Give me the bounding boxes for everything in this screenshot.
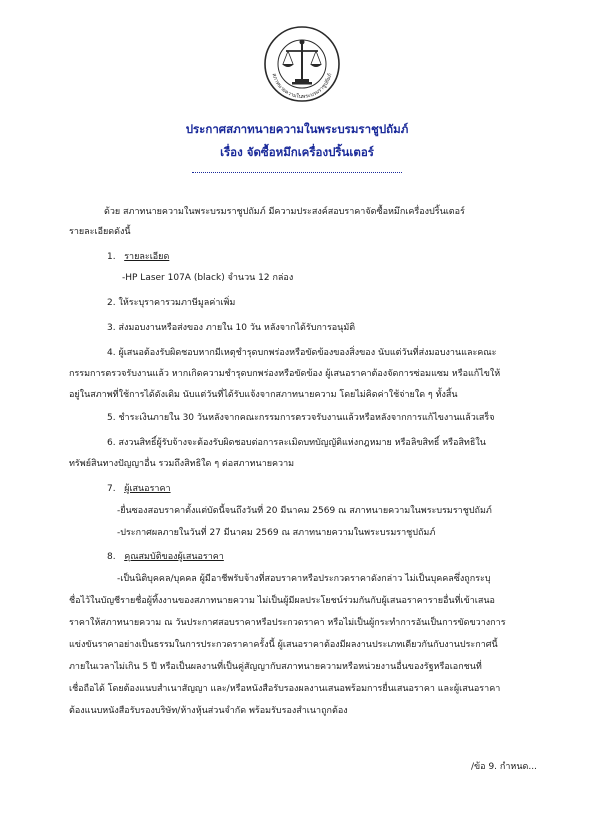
item-8-line-3: ราคาให้สภาทนายความ ณ วันประกาศสอบราคาหรือประกวดราคา หรือไม่เป็นผู้กระทำการอันเป็นการขัดขวางการ <box>69 618 506 628</box>
item-7-label: ผู้เสนอราคา <box>124 484 171 494</box>
item-8-line-1: -เป็นนิติบุคคล/บุคคล ผู้มีอาชีพรับจ้างที่สอบราคาหรือประกวดราคาดังกล่าว ไม่เป็นบุคคลซึ่งถูกระบุ <box>117 574 491 584</box>
item-7-heading <box>107 483 171 496</box>
item-7-detail-1: -ยื่นซองสอบราคาตั้งแต่บัดนี้จนถึงวันที่ 20 มีนาคม 2569 ณ สภาทนายความในพระบรมราชูปถัมภ์ <box>117 506 492 516</box>
page-title: ประกาศสภาทนายความในพระบรมราชูปถัมภ์ <box>185 122 409 136</box>
item-8-heading <box>107 551 224 564</box>
item-8-line-7: ต้องแนบหนังสือรับรองบริษัท/ห้างหุ้นส่วนจำกัด พร้อมรับรองสำเนาถูกต้อง <box>69 706 348 716</box>
item-6-line-2: ทรัพย์สินทางปัญญาอื่น รวมถึงสิทธิใด ๆ ต่อสภาทนายความ <box>69 459 295 469</box>
dotted-divider <box>192 172 402 173</box>
subject-line: เรื่อง จัดซื้อหมึกเครื่องปริ้นเตอร์ <box>220 145 374 159</box>
item-8-line-6: เชื่อถือได้ โดยต้องแนบสำเนาสัญญา และ/หรือหนังสือรับรองผลงานเสนอพร้อมการยื่นเสนอราคา และผู้เสนอราคา <box>69 684 501 694</box>
item-8-label: คุณสมบัติของผู้เสนอราคา <box>124 552 224 562</box>
item-6-line-1: 6. สงวนสิทธิ์ผู้รับจ้างจะต้องรับผิดชอบต่อการละเมิดบทบัญญัติแห่งกฎหมาย หรือลิขสิทธิ์ หรือสิทธิใน <box>107 438 486 448</box>
item-1-detail: -HP Laser 107A (black) จำนวน 12 กล่อง <box>122 273 294 283</box>
continued-note: /ข้อ 9. กำหนด... <box>471 762 537 772</box>
item-5: 5. ชำระเงินภายใน 30 วันหลังจากคณะกรรมการตรวจรับงานแล้วหรือหลังจากการแก้ไขงานแล้วเสร็จ <box>107 413 495 423</box>
item-8-number: 8. <box>107 552 116 562</box>
scales-of-justice-seal-icon <box>262 24 342 104</box>
item-3: 3. ส่งมอบงานหรือส่งของ ภายใน 10 วัน หลังจากได้รับการอนุมัติ <box>107 323 356 333</box>
item-1-label: รายละเอียด <box>124 252 170 262</box>
item-7-number: 7. <box>107 484 116 494</box>
item-8-line-5: ภายในเวลาไม่เกิน 5 ปี หรือเป็นผลงานที่เป็นคู่สัญญากับสภาทนายความหรือหน่วยงานอื่นของรัฐหรือเอกชนที่ <box>69 662 482 672</box>
item-4-line-2: กรรมการตรวจรับงานแล้ว หากเกิดความชำรุดบกพร่องหรือขัดข้อง ผู้เสนอราคาต้องจัดการซ่อมแซม หรือแก้ไขให้ <box>69 369 501 379</box>
intro-line-2: รายละเอียดดังนี้ <box>69 227 131 237</box>
seal-text: สภาทนายความในพระบรมราชูปถัมภ์ <box>270 72 334 101</box>
intro-line-1: ด้วย สภาทนายความในพระบรมราชูปถัมภ์ มีความประสงค์สอบราคาจัดซื้อหมึกเครื่องปริ้นเตอร์ <box>104 207 465 217</box>
item-7-detail-2: -ประกาศผลภายในวันที่ 27 มีนาคม 2569 ณ สภาทนายความในพระบรมราชูปถัมภ์ <box>117 528 436 538</box>
item-4-line-3: อยู่ในสภาพที่ใช้การได้ดังเดิม นับแต่วันที่ได้รับแจ้งจากสภาทนายความ โดยไม่คิดค่าใช้จ่ายใด ๆ ทั้งสิ้น <box>69 390 458 400</box>
item-8-line-4: แข่งขันราคาอย่างเป็นธรรมในการประกวดราคาครั้งนี้ ผู้เสนอราคาต้องมีผลงานประเภทเดียวกันกับงานประกาศนี้ <box>69 640 498 650</box>
seal-graphic <box>262 24 342 104</box>
item-1-heading <box>107 251 169 264</box>
item-8-line-2: ชื่อไว้ในบัญชีรายชื่อผู้ทิ้งงานของสภาทนายความ ไม่เป็นผู้มีผลประโยชน์ร่วมกันกับผู้เสนอราคารายอื่นที่เข้าเสนอ <box>69 596 495 606</box>
item-2: 2. ให้ระบุราคารวมภาษีมูลค่าเพิ่ม <box>107 298 236 308</box>
item-1-number: 1. <box>107 252 116 262</box>
item-4-line-1: 4. ผู้เสนอต้องรับผิดชอบหากมีเหตุชำรุดบกพร่องหรือขัดข้องของสิ่งของ นับแต่วันที่ส่งมอบงานและคณะ <box>107 348 497 358</box>
